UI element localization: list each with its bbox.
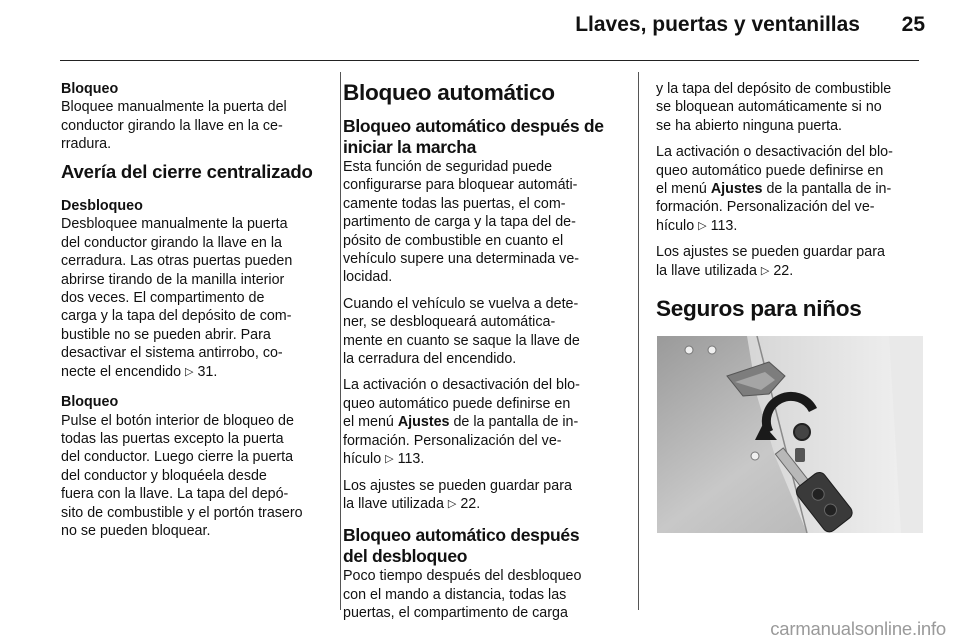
column-middle — [343, 80, 631, 631]
text-line: queo automático puede definirse en — [656, 162, 884, 179]
text-line: la cerradura del encendido. — [343, 351, 517, 368]
child-lock-illustration — [657, 336, 923, 533]
text-line-with-reference — [656, 262, 924, 280]
text-line: queo automático puede definirse en — [343, 395, 571, 412]
text-line: cerradura. Las otras puertas pueden — [61, 253, 293, 270]
text-line: formación. Personalización del ve- — [343, 432, 562, 449]
text-line: locidad. — [343, 269, 393, 286]
page-reference[interactable]: 113. — [397, 451, 425, 468]
heading-line: del desbloqueo — [343, 546, 468, 567]
subheading-despues-de-iniciar-marcha — [343, 116, 631, 158]
text-line: configurarse para bloquear automáti- — [343, 177, 578, 194]
lock-cylinder — [794, 424, 810, 440]
paragraph-ajustes-guardar-2 — [656, 243, 924, 280]
text-line: Bloquee manualmente la puerta del — [61, 99, 287, 116]
screw-head — [751, 452, 759, 460]
page-reference[interactable]: 113. — [710, 217, 738, 234]
column-right — [656, 80, 924, 332]
subheading-desbloqueo: Desbloqueo — [61, 198, 143, 215]
page-reference[interactable]: 22. — [460, 495, 481, 512]
text-line-with-reference — [343, 495, 631, 513]
triangle-right-icon: ▷ — [760, 264, 770, 277]
text-fragment: el menú — [656, 181, 711, 198]
text-line: conductor girando la llave en la ce- — [61, 117, 283, 134]
lock-symbol-icon — [795, 448, 805, 462]
triangle-right-icon: ▷ — [447, 497, 457, 510]
paragraph-desbloqueo-automatico — [343, 295, 631, 369]
triangle-right-icon: ▷ — [698, 219, 707, 232]
text-line: mente en cuanto se saque la llave de — [343, 332, 580, 349]
text-line: Esta función de seguridad puede — [343, 159, 553, 175]
section-title-averia: Avería del cierre centralizado — [61, 160, 313, 182]
text-line: no se pueden bloquear. — [61, 522, 211, 539]
menu-name-ajustes: Ajustes — [397, 414, 450, 431]
text-line: del conductor girando la llave en la — [61, 234, 282, 251]
text-line-with-reference — [343, 450, 631, 468]
text-line: La activación o desactivación del blo- — [656, 144, 893, 161]
text-line: del conductor y bloquéela desde — [61, 467, 267, 484]
header-title: Llaves, puertas y ventanillas — [575, 13, 860, 36]
text-fragment: necte el encendido — [61, 363, 186, 380]
text-line: con el mando a distancia, todas las — [343, 586, 567, 603]
text-line: La activación o desactivación del blo- — [343, 377, 580, 394]
page-reference[interactable]: 22. — [773, 262, 794, 279]
text-line-with-reference — [61, 363, 331, 381]
text-line: formación. Personalización del ve- — [656, 199, 875, 216]
paragraph-continuacion — [656, 80, 924, 135]
screw-head — [708, 346, 716, 354]
text-line: Los ajustes se pueden guardar para — [656, 244, 885, 261]
paragraph-bloqueo — [61, 393, 331, 540]
column-divider-right — [638, 72, 639, 610]
text-line: Los ajustes se pueden guardar para — [343, 477, 572, 494]
text-line: Desbloquee manualmente la puerta — [61, 216, 288, 233]
text-line: del conductor. Luego cierre la puerta — [61, 449, 294, 466]
heading-line: iniciar la marcha — [343, 137, 477, 157]
paragraph-desbloqueo — [61, 197, 331, 381]
text-line: Pulse el botón interior de bloqueo de — [61, 412, 294, 429]
section-title-seguros-ninos: Seguros para niños — [656, 296, 862, 322]
text-fragment: hículo — [343, 451, 386, 468]
triangle-right-icon: ▷ — [185, 365, 194, 378]
text-fragment: hículo — [656, 217, 699, 234]
section-title-bloqueo-automatico: Bloqueo automático — [343, 80, 555, 105]
text-line-with-reference — [656, 217, 924, 235]
page-reference[interactable]: 31. — [197, 363, 218, 380]
text-line: todas las puertas excepto la puerta — [61, 430, 284, 447]
text-fragment: de la pantalla de in- — [449, 414, 579, 431]
text-line: abrirse tirando de la manilla interior — [61, 271, 285, 288]
paragraph-ajustes-guardar — [343, 477, 631, 514]
text-line: desactivar el sistema antirrobo, co- — [61, 345, 283, 362]
text-line-with-menu — [343, 413, 631, 431]
text-line: partimento de carga y la tapa del de- — [343, 214, 576, 231]
text-line: bustible no se pueden abrir. Para — [61, 326, 271, 343]
text-line: carga y la tapa del depósito de com- — [61, 308, 292, 325]
watermark: carmanualsonline.info — [770, 618, 946, 639]
text-fragment: el menú — [343, 414, 398, 431]
heading-line: Bloqueo automático después de — [343, 116, 604, 136]
column-left — [61, 80, 331, 548]
text-line-with-menu — [656, 180, 924, 198]
text-line: sito de combustible y el portón trasero — [61, 504, 303, 521]
text-line: Cuando el vehículo se vuelva a dete- — [343, 295, 579, 312]
paragraph-funcion-seguridad — [343, 158, 631, 287]
menu-name-ajustes: Ajustes — [710, 181, 763, 198]
subheading-despues-del-desbloqueo — [343, 525, 631, 567]
heading-line: Bloqueo automático después — [343, 525, 580, 546]
text-line: y la tapa del depósito de combustible — [656, 81, 892, 97]
text-fragment: de la pantalla de in- — [762, 181, 892, 198]
text-line: fuera con la llave. La tapa del depó- — [61, 486, 289, 503]
page-number: 25 — [901, 13, 925, 36]
column-divider-left — [340, 72, 341, 610]
text-line: ner, se desbloqueará automática- — [343, 314, 556, 331]
text-line: rradura. — [61, 136, 112, 153]
paragraph-activacion — [343, 376, 631, 468]
text-line: dos veces. El compartimento de — [61, 290, 265, 307]
subheading-bloqueo: Bloqueo — [61, 81, 119, 97]
text-line: se bloquean automáticamente si no — [656, 99, 882, 116]
paragraph-poco-tiempo — [343, 567, 631, 622]
triangle-right-icon: ▷ — [385, 453, 394, 466]
header-rule — [60, 60, 919, 61]
screw-head — [685, 346, 693, 354]
text-line: Poco tiempo después del desbloqueo — [343, 568, 582, 585]
text-fragment: la llave utilizada — [343, 495, 448, 512]
text-line: vehículo supere una determinada ve- — [343, 251, 580, 268]
paragraph-bloqueo-manual — [61, 80, 331, 154]
text-line: pósito de combustible en cuanto el — [343, 232, 564, 249]
text-fragment: la llave utilizada — [656, 262, 761, 279]
text-line: camente todas las puertas, el com- — [343, 195, 566, 212]
paragraph-activacion-2 — [656, 143, 924, 235]
text-line: se ha abierto ninguna puerta. — [656, 117, 842, 134]
text-line: puertas, el compartimento de carga — [343, 605, 568, 622]
subheading-bloqueo-2: Bloqueo — [61, 394, 119, 411]
